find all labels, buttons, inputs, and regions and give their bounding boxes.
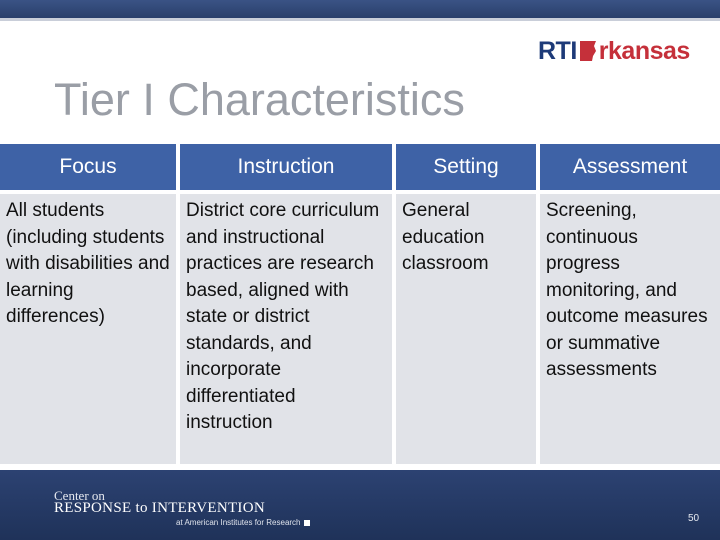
arkansas-state-icon bbox=[578, 38, 598, 64]
cell-instruction: District core curriculum and instructional practices are research based, aligned with state or district standards, and incorporate differentiated instruction bbox=[180, 194, 392, 464]
air-square-icon bbox=[304, 520, 310, 526]
header-setting: Setting bbox=[396, 144, 536, 190]
footer-response-to-intervention: RESPONSE to INTERVENTION bbox=[54, 500, 265, 516]
footer-air-text: at American Institutes for Research bbox=[176, 518, 301, 527]
header-instruction: Instruction bbox=[180, 144, 392, 190]
footer-air bbox=[176, 518, 310, 527]
cell-setting: General education classroom bbox=[396, 194, 536, 464]
header-focus: Focus bbox=[0, 144, 176, 190]
header-assessment: Assessment bbox=[540, 144, 720, 190]
logo-arkansas-text: rkansas bbox=[598, 36, 690, 65]
page-number: 50 bbox=[688, 513, 700, 524]
footer-center-on: Center on bbox=[54, 488, 105, 503]
top-rule bbox=[0, 18, 720, 21]
slide-title: Tier I Characteristics bbox=[54, 74, 465, 125]
top-banner bbox=[0, 0, 720, 18]
characteristics-table bbox=[0, 144, 720, 464]
logo-rti-text: RTI bbox=[538, 36, 577, 65]
cell-focus: All students (including students with disabilities and learning differences) bbox=[0, 194, 176, 464]
cell-assessment: Screening, continuous progress monitoring, and outcome measures or summative assessments bbox=[540, 194, 720, 464]
rti-arkansas-logo bbox=[538, 36, 690, 66]
